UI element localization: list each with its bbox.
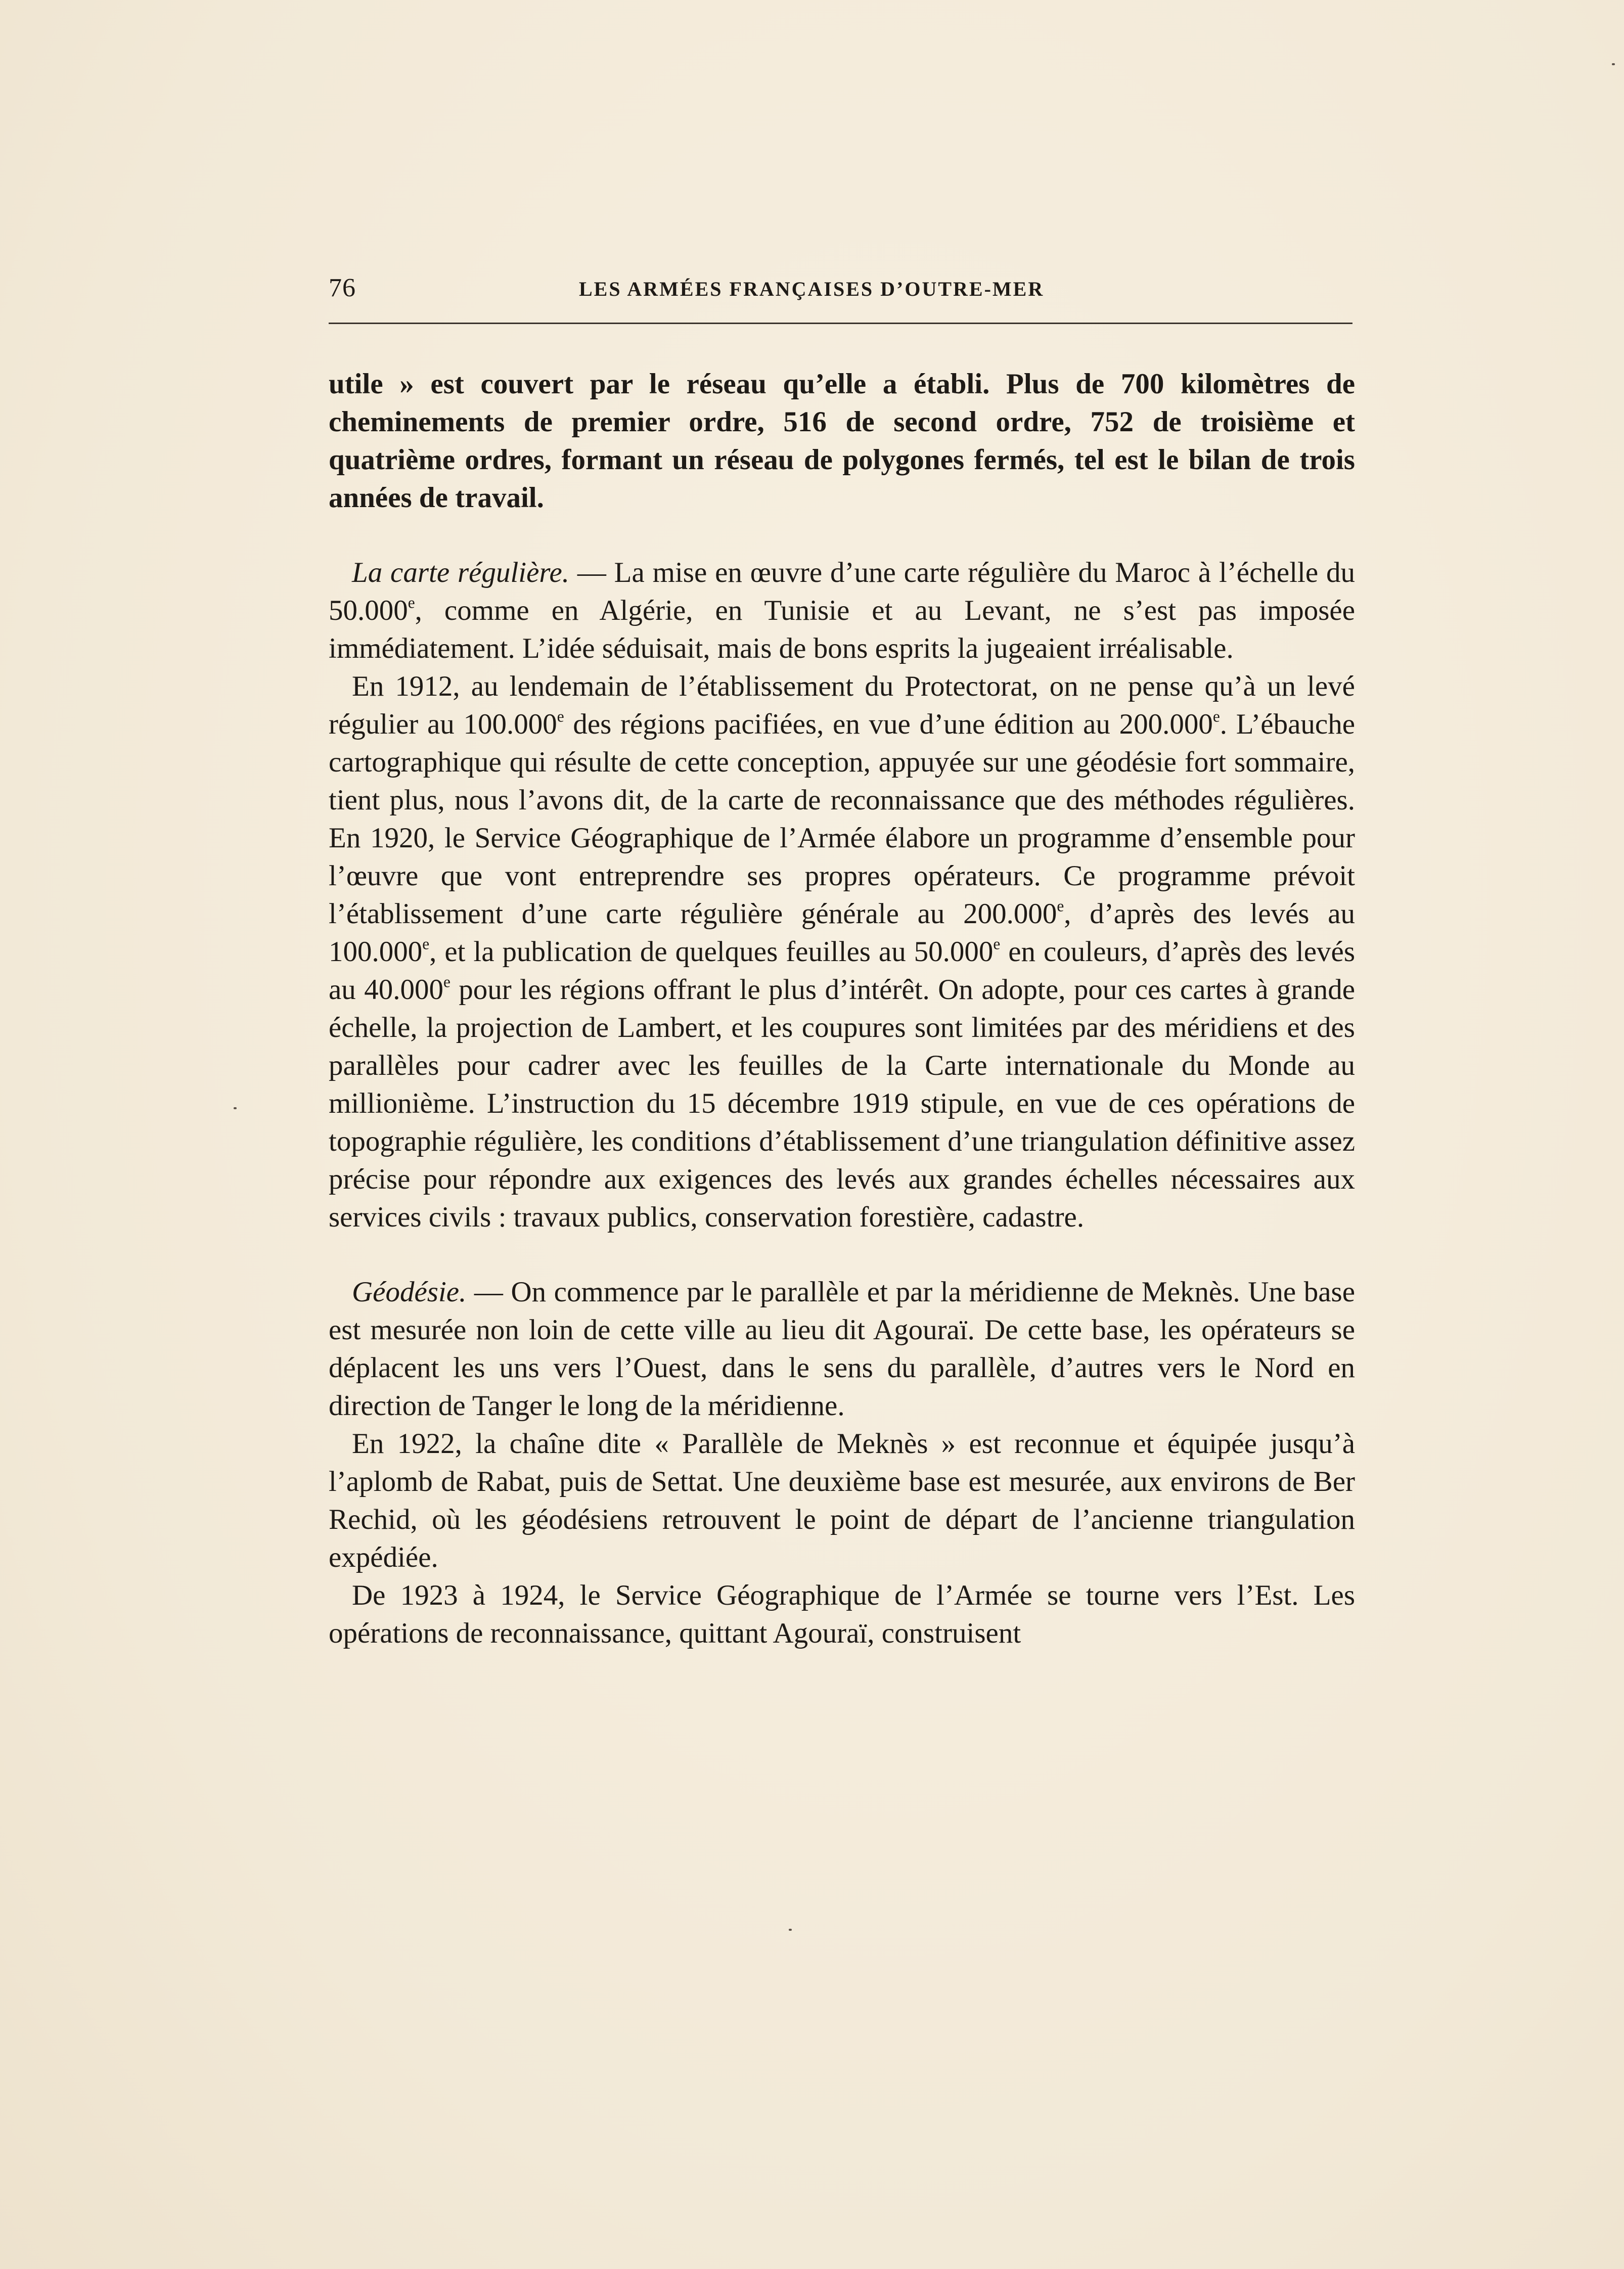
ordinal-superscript: e bbox=[1057, 897, 1064, 915]
running-title: LES ARMÉES FRANÇAISES D’OUTRE-MER bbox=[579, 278, 1045, 300]
speck-mark bbox=[234, 1107, 237, 1109]
paragraph-text: En 1922, la chaîne dite « Parallèle de Meknès » est reconnue et équipée jusqu’à l’aplomb de Rabat, puis de Settat. Une deuxième base est mesurée, aux environs de Ber Rechid, où les géodésiens retrouvent le point de départ de l’ancienne triangulation expédiée. bbox=[329, 1428, 1355, 1573]
paragraph-text: En 1912, au lendemain de l’établissement du Protectorat, on ne pense qu’à un levé régulier au 100.000 bbox=[329, 670, 1355, 740]
body-text bbox=[329, 365, 1355, 1652]
paragraph-text: , et la publication de quelques feuilles au 50.000 bbox=[429, 936, 994, 968]
paragraph-text: pour les régions offrant le plus d’intérêt. On adopte, pour ces cartes à grande échelle, la projection de Lambert, et les coupures sont limitées par des méridiens et des parallèles pour cadrer avec les feuilles de la Carte internationale du Monde au millionième. L’instruction du 15 décembre 1919 stipule, en vue de ces opérations de topographie régulière, les conditions d’établissement d’une triangulation définitive assez précise pour répondre aux exigences des levés aux grandes échelles nécessaires aux services civils : travaux publics, conservation forestière, cadastre. bbox=[329, 974, 1355, 1233]
paragraph-text: des régions pacifiées, en vue d’une édition au 200.000 bbox=[564, 708, 1213, 740]
ordinal-superscript: e bbox=[993, 935, 1001, 953]
paragraph-parallele-meknes bbox=[329, 1425, 1355, 1576]
paragraph-text: utile » est couvert par le réseau qu’elle a établi. Plus de 700 kilomètres de cheminements de premier ordre, 516 de second ordre, 752 de troisième et quatrième ordres, formant un réseau de polygones fermés, tel est le bilan de trois années de travail. bbox=[329, 368, 1355, 514]
page-number: 76 bbox=[329, 274, 356, 302]
speck-mark bbox=[789, 1929, 792, 1931]
paragraph-network-summary bbox=[329, 365, 1355, 517]
paragraph-geodesie bbox=[329, 1273, 1355, 1425]
section-title-geodesie: Géodésie. bbox=[352, 1276, 467, 1308]
paragraph-text: De 1923 à 1924, le Service Géographique de l’Armée se tourne vers l’Est. Les opérations de reconnaissance, quittant Agouraï, construisent bbox=[329, 1579, 1355, 1649]
ordinal-superscript: e bbox=[557, 707, 564, 725]
paragraph-text: — On commence par le parallèle et par la méridienne de Meknès. Une base est mesurée non loin de cette ville au lieu dit Agouraï. De cette base, les opérateurs se déplacent les uns vers l’Ouest, dans le sens du parallèle, d’autres vers le Nord en direction de Tanger le long de la méridienne. bbox=[329, 1276, 1355, 1422]
paragraph-text: . L’ébauche cartographique qui résulte de cette conception, appuyée sur une géodésie fort sommaire, tient plus, nous l’avons dit, de la carte de reconnaissance que des méthodes régulières. En 1920, le Service Géographique de l’Armée élabore un programme d’ensemble pour l’œuvre que vont entreprendre ses propres opérateurs. Ce programme prévoit l’établissement d’une carte régulière générale au 200.000 bbox=[329, 708, 1355, 930]
paragraph-protectorat bbox=[329, 667, 1355, 1236]
header-rule bbox=[329, 323, 1352, 324]
ordinal-superscript: e bbox=[1212, 707, 1220, 725]
paragraph-vers-est bbox=[329, 1576, 1355, 1652]
speck-mark bbox=[1612, 63, 1615, 65]
section-title-carte-reguliere: La carte régulière. bbox=[352, 557, 570, 588]
ordinal-superscript: e bbox=[443, 973, 450, 991]
ordinal-superscript: e bbox=[422, 935, 430, 953]
running-header bbox=[329, 273, 1352, 303]
ordinal-superscript: e bbox=[408, 594, 415, 612]
paragraph-text: , d’après des levés au 100.000 bbox=[329, 898, 1355, 968]
paragraph-carte-reguliere bbox=[329, 554, 1355, 667]
paragraph-text: — La mise en œuvre d’une carte régulière du Maroc à l’échelle du 50.000 bbox=[329, 557, 1355, 626]
paragraph-text: en couleurs, d’après des levés au 40.000 bbox=[329, 936, 1355, 1006]
paragraph-text: , comme en Algérie, en Tunisie et au Levant, ne s’est pas imposée immédiatement. L’idée séduisait, mais de bons esprits la jugeaient irréalisable. bbox=[329, 595, 1355, 664]
